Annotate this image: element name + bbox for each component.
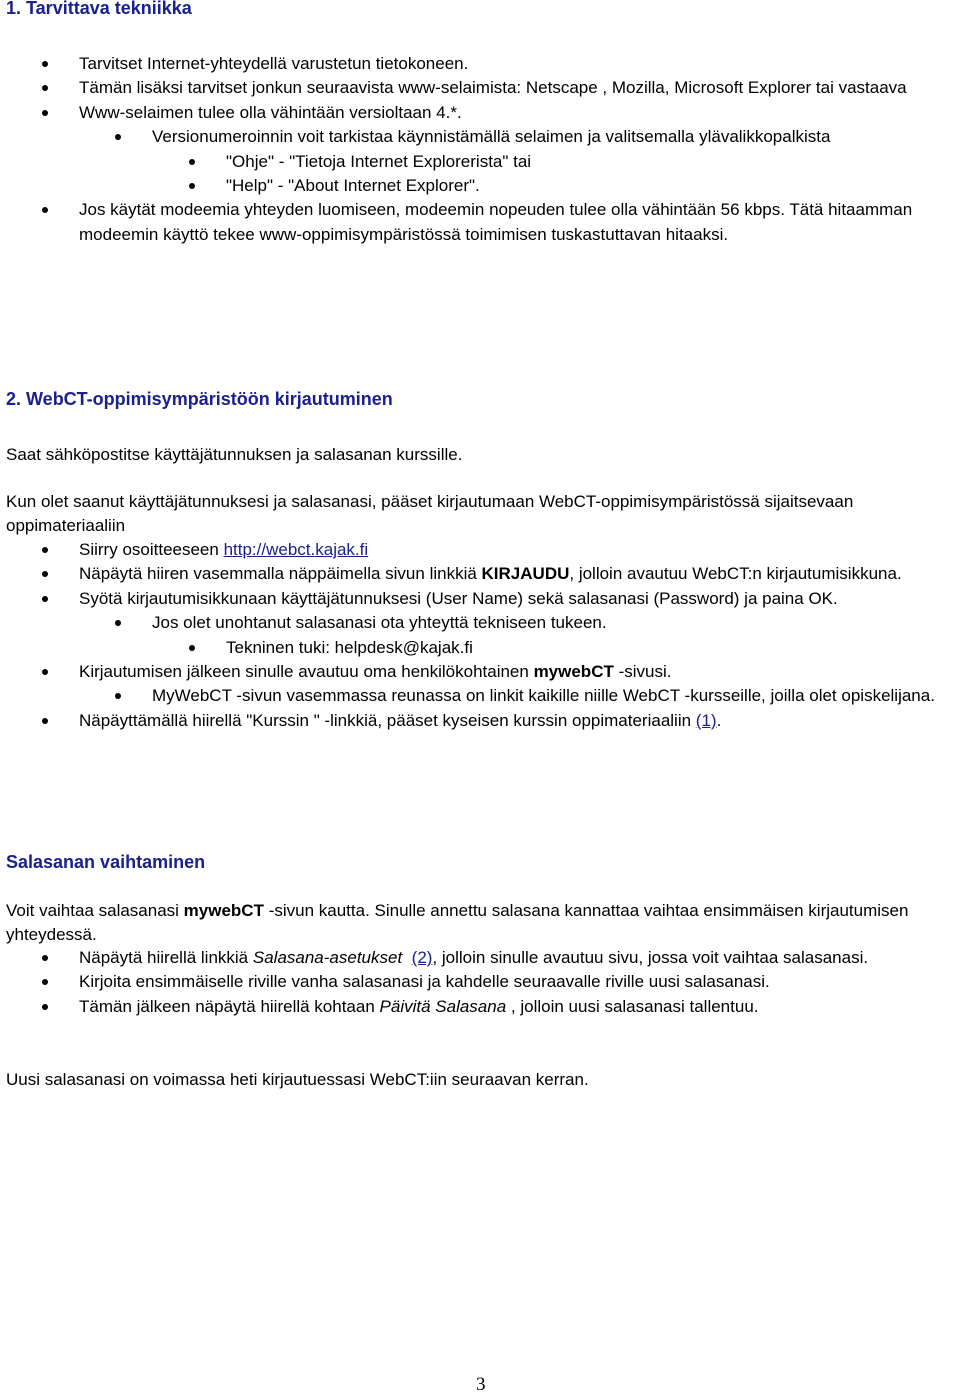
page-number: 3: [476, 1374, 486, 1395]
paragraph-text: Voit vaihtaa salasanasi: [6, 901, 184, 920]
list-item-text: Siirry osoitteeseen: [79, 540, 224, 559]
list-item-text: Näpäytä hiirellä linkkiä: [79, 948, 253, 967]
login-steps-list: [0, 538, 960, 733]
mywebct-bold: mywebCT: [533, 662, 614, 682]
password-paragraph: [6, 899, 946, 947]
login-intro: Saat sähköpostitse käyttäjätunnuksen ja salasanan kurssille.: [6, 445, 463, 464]
list-item: [0, 660, 960, 684]
list-item-text: , jolloin avautuu WebCT:n kirjautumisikkuna.: [569, 564, 902, 584]
section-3-title: Salasanan vaihtaminen: [6, 852, 206, 872]
list-item: Tarvitset Internet-yhteydellä varustetun tietokoneen.: [0, 52, 960, 76]
webct-url-link[interactable]: http://webct.kajak.fi: [223, 540, 369, 559]
course-material-link[interactable]: (1): [695, 710, 717, 730]
password-settings-link[interactable]: (2): [411, 948, 433, 967]
list-item-text: Tämän jälkeen näpäytä hiirellä kohtaan: [79, 996, 380, 1016]
update-password-italic: Päivitä Salasana: [379, 996, 507, 1016]
list-item: MyWebCT -sivun vasemmassa reunassa on linkit kaikille niille WebCT -kursseille, joilla olet opiskelijana.: [0, 684, 960, 708]
list-item: Tämän lisäksi tarvitset jonkun seuraavista www-selaimista: Netscape , Mozilla, Microsoft Explorer tai vastaava: [0, 76, 960, 100]
password-settings-italic: Salasana-asetukset: [252, 948, 403, 967]
kirjaudu-bold: KIRJAUDU: [481, 564, 570, 584]
list-item-text: Näpäytä hiiren vasemmalla näppäimella sivun linkkiä: [79, 564, 482, 584]
list-item: Jos käytät modeemia yhteyden luomiseen, modeemin nopeuden tulee olla vähintään 56 kbps. Tätä hitaamman modeemin käyttö tekee www-oppimisympäristössä toimimisen tuskastuttavan hitaaksi.: [0, 198, 960, 247]
list-item: Jos olet unohtanut salasanasi ota yhteyttä tekniseen tukeen.: [0, 611, 960, 635]
list-item-text: .: [716, 710, 722, 730]
list-item: [0, 995, 960, 1019]
login-paragraph: Kun olet saanut käyttäjätunnuksesi ja salasanasi, pääset kirjautumaan WebCT-oppimisympäristössä sijaitsevaan oppimateriaaliin: [6, 492, 854, 535]
list-item-text: , jolloin uusi salasanasi tallentuu.: [506, 996, 759, 1016]
mywebct-bold: mywebCT: [183, 901, 264, 920]
list-item: Tekninen tuki: helpdesk@kajak.fi: [0, 636, 960, 660]
list-item-text: , jolloin sinulle avautuu sivu, jossa voit vaihtaa salasanasi.: [432, 948, 869, 967]
list-item: "Ohje" - "Tietoja Internet Explorerista" tai: [0, 150, 960, 174]
list-item-text: Kirjautumisen jälkeen sinulle avautuu oma henkilökohtainen: [79, 662, 534, 682]
list-item-text: Näpäyttämällä hiirellä "Kurssin " -linkkiä, pääset kyseisen kurssin oppimateriaaliin: [79, 710, 696, 730]
list-item: [0, 538, 960, 562]
list-item: Kirjoita ensimmäiselle riville vanha salasanasi ja kahdelle seuraavalle riville uusi salasanasi.: [0, 970, 960, 994]
list-item: Syötä kirjautumisikkunaan käyttäjätunnuksesi (User Name) sekä salasanasi (Password) ja paina OK.: [0, 587, 960, 611]
requirements-list: [0, 52, 960, 247]
list-item: [0, 946, 960, 970]
password-steps-list: [0, 946, 960, 1019]
paragraph-text: -sivun kautta. Sinulle annettu salasana kannattaa vaihtaa ensimmäisen kirjautumisen yhteydessä.: [6, 901, 909, 944]
list-item-text: -sivusi.: [613, 662, 672, 682]
list-item: "Help" - "About Internet Explorer".: [0, 174, 960, 198]
list-item: [0, 562, 960, 586]
closing-paragraph: Uusi salasanasi on voimassa heti kirjautuessasi WebCT:iin seuraavan kerran.: [6, 1070, 589, 1089]
section-2-title: 2. WebCT-oppimisympäristöön kirjautuminen: [6, 389, 393, 409]
list-item: Versionumeroinnin voit tarkistaa käynnistämällä selaimen ja valitsemalla ylävalikkopalkista: [0, 125, 960, 149]
section-1-title: 1. Tarvittava tekniikka: [6, 0, 192, 18]
list-item: Www-selaimen tulee olla vähintään versioltaan 4.*.: [0, 101, 960, 125]
list-item: [0, 709, 960, 733]
